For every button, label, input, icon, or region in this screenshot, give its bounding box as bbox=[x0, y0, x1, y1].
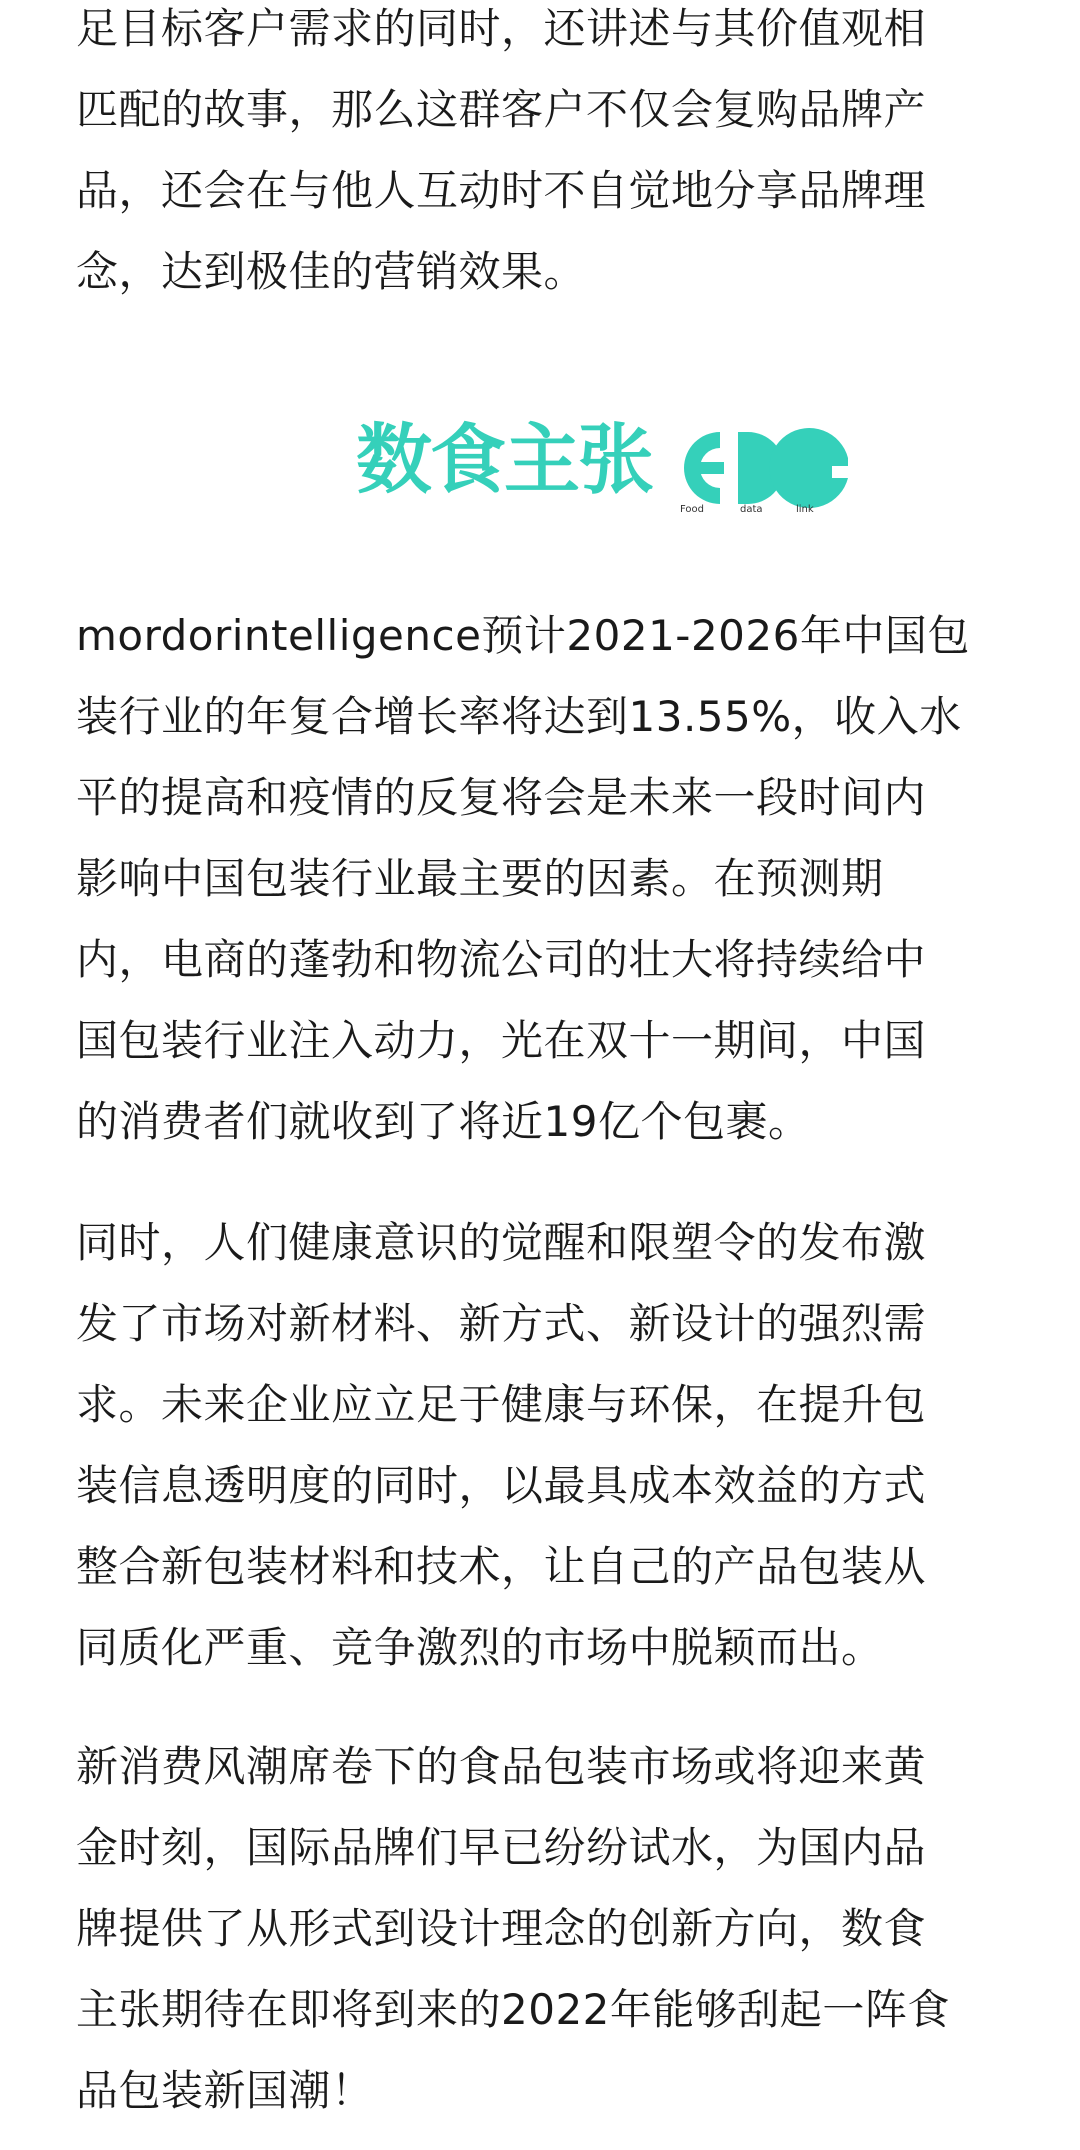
brand-logo bbox=[356, 410, 876, 520]
paragraph-health-eco bbox=[76, 1202, 926, 1688]
text-line: 的消费者们就收到了将近19亿个包裹。 bbox=[76, 1097, 811, 1146]
text-line: 求。未来企业应立足于健康与环保，在提升包 bbox=[76, 1380, 927, 1429]
paragraph-conclusion bbox=[76, 1726, 950, 2131]
text-line: 同时，人们健康意识的觉醒和限塑令的发布激 bbox=[76, 1218, 927, 1267]
text-line: 牌提供了从形式到设计理念的创新方向，数食 bbox=[76, 1904, 927, 1953]
text-line: 同质化严重、竞争激烈的市场中脱颖而出。 bbox=[76, 1623, 884, 1672]
text-line: 影响中国包装行业最主要的因素。在预测期 bbox=[76, 854, 884, 903]
paragraph-market-forecast bbox=[76, 595, 970, 1162]
text-line: mordorintelligence预计2021-2026年中国包 bbox=[76, 611, 970, 660]
text-line: 整合新包装材料和技术，让自己的产品包装从 bbox=[76, 1542, 927, 1591]
text-line: 平的提高和疫情的反复将会是未来一段时间内 bbox=[76, 773, 927, 822]
text-line: 装信息透明度的同时，以最具成本效益的方式 bbox=[76, 1461, 927, 1510]
tagline-data: data bbox=[740, 504, 763, 515]
text-line: 品包装新国潮！ bbox=[76, 2066, 374, 2115]
tagline-link: link bbox=[796, 504, 814, 515]
text-line: 念，达到极佳的营销效果。 bbox=[76, 247, 587, 296]
brand-mark-icon bbox=[676, 422, 856, 514]
brand-logo-text: 数食主张 bbox=[356, 415, 652, 504]
text-line: 金时刻，国际品牌们早已纷纷试水，为国内品 bbox=[76, 1823, 927, 1872]
paragraph-marketing-effect bbox=[76, 0, 926, 312]
text-line: 匹配的故事，那么这群客户不仅会复购品牌产 bbox=[76, 85, 927, 134]
text-line: 新消费风潮席卷下的食品包装市场或将迎来黄 bbox=[76, 1742, 927, 1791]
text-line: 品，还会在与他人互动时不自觉地分享品牌理 bbox=[76, 166, 927, 215]
tagline-food: Food bbox=[680, 504, 704, 515]
text-line: 国包装行业注入动力，光在双十一期间，中国 bbox=[76, 1016, 927, 1065]
text-line: 装行业的年复合增长率将达到13.55%，收入水 bbox=[76, 692, 962, 741]
text-line: 发了市场对新材料、新方式、新设计的强烈需 bbox=[76, 1299, 927, 1348]
text-line: 主张期待在即将到来的2022年能够刮起一阵食 bbox=[76, 1985, 950, 2034]
text-line: 内，电商的蓬勃和物流公司的壮大将持续给中 bbox=[76, 935, 927, 984]
text-line: 足目标客户需求的同时，还讲述与其价值观相 bbox=[76, 4, 927, 53]
